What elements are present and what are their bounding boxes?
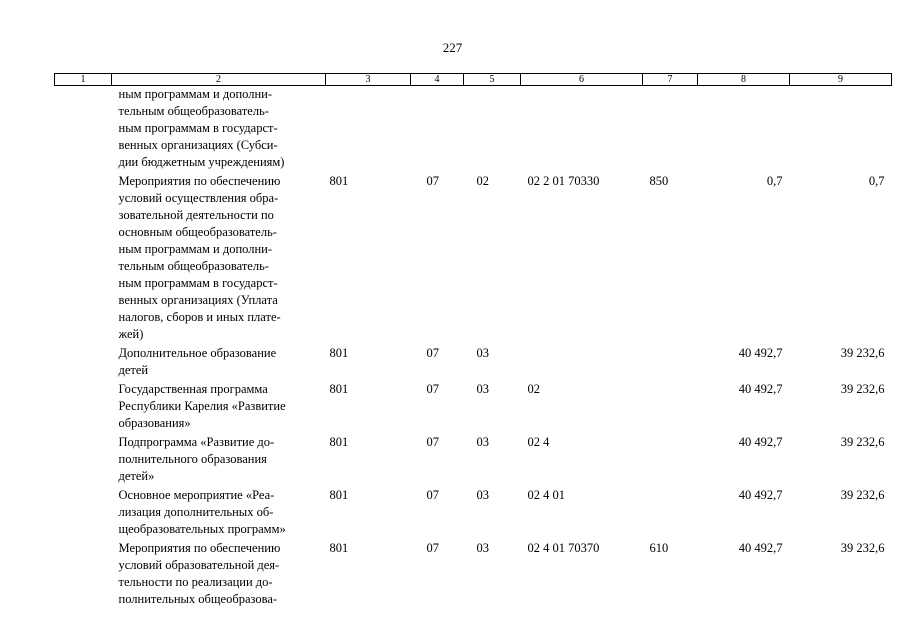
row-code-admin: 801 [329,174,349,188]
row-col-1 [55,487,112,540]
row-amount-1: 40 492,7 [738,541,783,555]
table-row [55,345,892,381]
column-number-9: 9 [790,74,892,86]
row-code-target: 02 [527,382,540,396]
table-row [55,434,892,487]
description-line: Государственная программа [118,382,268,396]
column-number-row [55,74,892,86]
description-line: налогов, сборов и иных плате- [118,310,281,324]
row-amount-1: 40 492,7 [738,382,783,396]
row-code-expense-type [643,487,698,540]
table-body [55,86,892,611]
table-row [55,86,892,174]
row-code-section: 07 [426,435,439,449]
description-line: щеобразовательных программ» [118,522,286,536]
page-number: 227 [442,40,463,55]
row-code-section: 07 [426,174,439,188]
row-code-target [521,86,643,174]
row-code-expense-type [643,381,698,434]
column-number-7: 7 [643,74,698,86]
row-code-target: 02 2 01 70330 [527,174,600,188]
description-line: венных организациях (Уплата [118,293,278,307]
row-description [112,434,326,487]
row-code-section: 07 [426,541,439,555]
column-number-5: 5 [464,74,521,86]
description-line: основным общеобразователь- [118,225,277,239]
description-line: венных организациях (Субси- [118,138,278,152]
description-line: образования» [118,416,191,430]
column-number-2: 2 [112,74,326,86]
description-line: Подпрограмма «Развитие до- [118,435,275,449]
row-code-expense-type [643,434,698,487]
row-code-expense-type [643,345,698,381]
column-number-6: 6 [521,74,643,86]
row-code-admin: 801 [329,488,349,502]
row-code-admin: 801 [329,541,349,555]
row-amount-2 [790,86,892,174]
row-amount-2: 39 232,6 [840,346,885,360]
description-line: ным программам в государст- [118,121,278,135]
description-line: детей [118,363,149,377]
description-line: ным программам в государст- [118,276,278,290]
row-code-admin [326,86,411,174]
row-amount-2: 39 232,6 [840,488,885,502]
row-amount-2: 39 232,6 [840,541,885,555]
description-line: ным программам и дополни- [118,242,273,256]
description-line: полнительного образования [118,452,267,466]
description-line: жей) [118,327,144,341]
description-line: Мероприятия по обеспечению [118,541,281,555]
column-number-8: 8 [698,74,790,86]
table-row [55,487,892,540]
description-line: детей» [118,469,155,483]
row-description [112,381,326,434]
row-col-1 [55,86,112,174]
description-line: дии бюджетным учреждениям) [118,155,285,169]
row-col-1 [55,540,112,610]
description-line: тельности по реализации до- [118,575,273,589]
description-line: условий образовательной дея- [118,558,280,572]
row-code-subsection: 03 [476,435,489,449]
description-line: Республики Карелия «Развитие [118,399,286,413]
description-line: ным программам и дополни- [118,87,273,101]
description-line: тельным общеобразователь- [118,104,269,118]
row-code-subsection: 03 [476,488,489,502]
row-col-1 [55,345,112,381]
row-code-subsection: 03 [476,382,489,396]
row-amount-2: 39 232,6 [840,382,885,396]
row-amount-2: 0,7 [868,174,885,188]
row-description [112,540,326,610]
description-line: условий осуществления обра- [118,191,279,205]
row-amount-1 [698,86,790,174]
table-row [55,381,892,434]
description-line: тельным общеобразователь- [118,259,269,273]
row-description [112,487,326,540]
budget-table [54,73,892,610]
description-line: Мероприятия по обеспечению [118,174,281,188]
row-code-admin: 801 [329,346,349,360]
column-number-3: 3 [326,74,411,86]
row-amount-1: 40 492,7 [738,346,783,360]
row-code-target: 02 4 01 [527,488,565,502]
row-code-admin: 801 [329,435,349,449]
description-line: Дополнительное образование [118,346,277,360]
row-description [112,173,326,345]
column-number-1: 1 [55,74,112,86]
row-description [112,345,326,381]
row-amount-1: 0,7 [766,174,783,188]
row-code-section: 07 [426,382,439,396]
row-code-subsection [464,86,521,174]
row-col-1 [55,173,112,345]
row-description [112,86,326,174]
description-line: лизация дополнительных об- [118,505,274,519]
row-amount-1: 40 492,7 [738,435,783,449]
description-line: зовательной деятельности по [118,208,274,222]
row-code-subsection: 02 [476,174,489,188]
row-col-1 [55,434,112,487]
row-code-section [411,86,464,174]
row-code-admin: 801 [329,382,349,396]
row-code-subsection: 03 [476,346,489,360]
description-line: Основное мероприятие «Реа- [118,488,275,502]
row-code-section: 07 [426,488,439,502]
row-code-target: 02 4 [527,435,550,449]
row-code-subsection: 03 [476,541,489,555]
row-code-expense-type: 850 [649,174,669,188]
row-code-expense-type [643,86,698,174]
row-code-section: 07 [426,346,439,360]
table-row [55,173,892,345]
row-amount-1: 40 492,7 [738,488,783,502]
row-amount-2: 39 232,6 [840,435,885,449]
description-line: полнительных общеобразова- [118,592,278,606]
row-code-expense-type: 610 [649,541,669,555]
row-code-target: 02 4 01 70370 [527,541,600,555]
table-row [55,540,892,610]
column-number-4: 4 [411,74,464,86]
row-code-target [521,345,643,381]
row-col-1 [55,381,112,434]
